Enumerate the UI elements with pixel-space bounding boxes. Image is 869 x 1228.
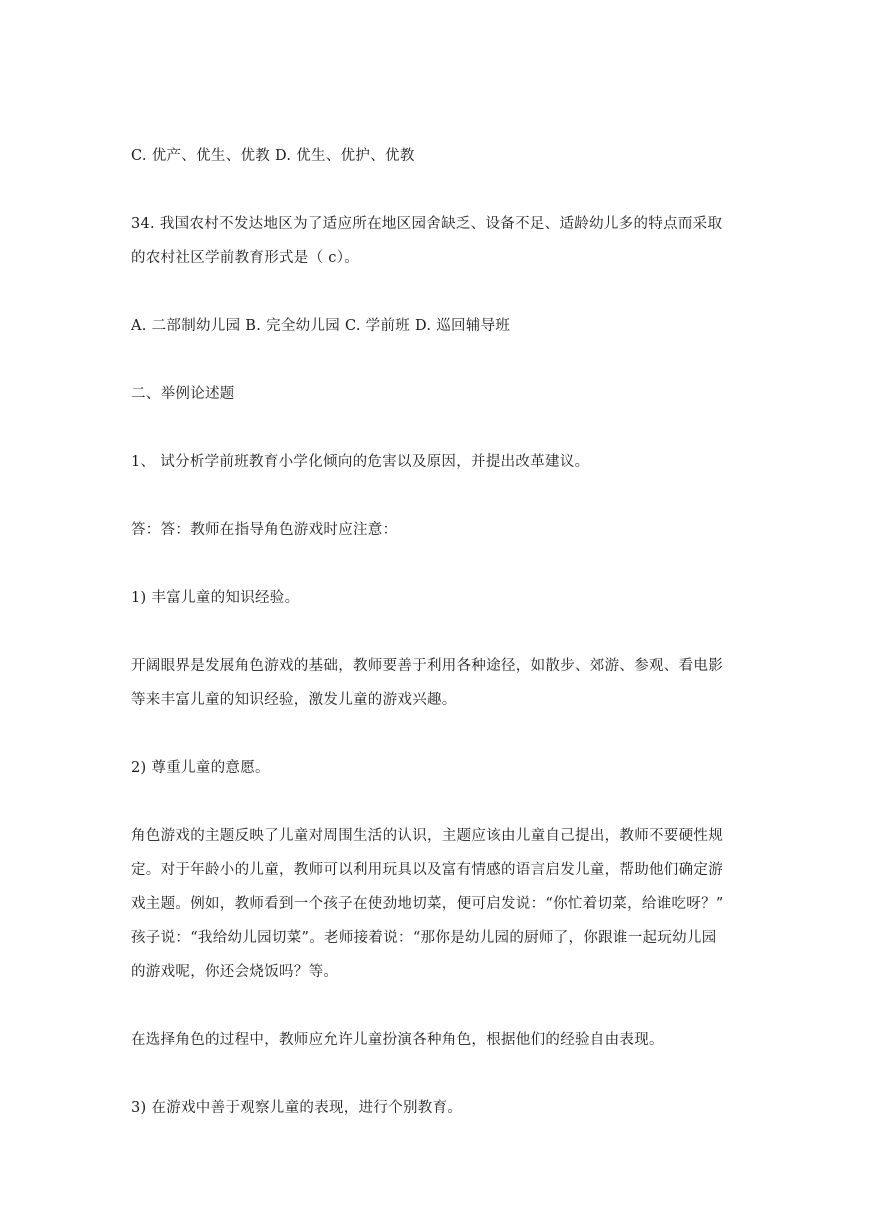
essay-question-1: 1、 试分析学前班教育小学化倾向的危害以及原因，并提出改革建议。 <box>131 454 590 470</box>
paragraph-2-line-2: 定。对于年龄小的儿童，教师可以利用玩具以及富有情感的语言启发儿童，帮助他们确定游 <box>131 862 723 878</box>
question-34-line-1: 34. 我国农村不发达地区为了适应所在地区园舍缺乏、设备不足、适龄幼儿多的特点而采取 <box>131 216 723 232</box>
paragraph-2-line-1: 角色游戏的主题反映了儿童对周围生活的认识，主题应该由儿童自己提出，教师不要硬性规 <box>131 828 723 844</box>
paragraph-1-line-1: 开阔眼界是发展角色游戏的基础，教师要善于利用各种途径，如散步、郊游、参观、看电影 <box>131 658 723 674</box>
answer-intro: 答：答：教师在指导角色游戏时应注意： <box>131 522 398 538</box>
paragraph-2-line-3: 戏主题。例如，教师看到一个孩子在使劲地切菜，便可启发说：“你忙着切菜，给谁吃呀？” <box>131 896 724 912</box>
option-line-cd: C. 优产、优生、优教 D. 优生、优护、优教 <box>131 148 415 164</box>
paragraph-1-line-2: 等来丰富儿童的知识经验，激发儿童的游戏兴趣。 <box>131 692 457 708</box>
paragraph-2-line-4: 孩子说：“我给幼儿园切菜”。老师接着说：“那你是幼儿园的厨师了，你跟谁一起玩幼儿园 <box>131 930 717 946</box>
point-3-heading: 3) 在游戏中善于观察儿童的表现，进行个别教育。 <box>131 1100 463 1116</box>
section-heading: 二、举例论述题 <box>131 386 235 402</box>
question-34-options: A. 二部制幼儿园 B. 完全幼儿园 C. 学前班 D. 巡回辅导班 <box>131 318 511 334</box>
point-2-heading: 2) 尊重儿童的意愿。 <box>131 760 270 776</box>
question-34-line-2: 的农村社区学前教育形式是（ c）。 <box>131 250 360 266</box>
paragraph-3-line-1: 在选择角色的过程中，教师应允许儿童扮演各种角色，根据他们的经验自由表现。 <box>131 1032 664 1048</box>
point-1-heading: 1) 丰富儿童的知识经验。 <box>131 590 300 606</box>
paragraph-2-line-5: 的游戏呢，你还会烧饭吗？等。 <box>131 964 339 980</box>
